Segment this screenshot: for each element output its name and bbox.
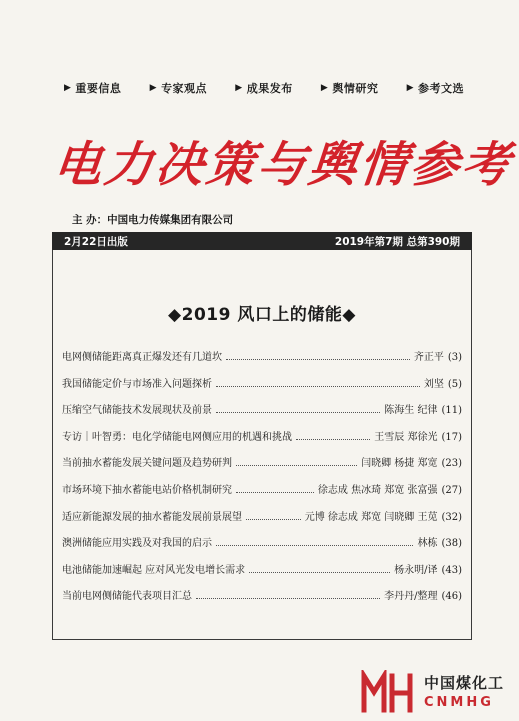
toc-page: (23) [441, 458, 462, 470]
toc-title: 市场环境下抽水蓄能电站价格机制研究 [62, 484, 232, 496]
toc-author: 元博 徐志成 郑宽 闫晓卿 王苋 [304, 511, 438, 523]
dot-leader [249, 564, 390, 573]
dot-leader [296, 431, 370, 440]
triangle-right-icon: ▶ [64, 83, 72, 93]
nav-item-important-info[interactable] [64, 80, 121, 96]
toc-entry[interactable] [62, 561, 462, 588]
issue-bar [52, 232, 472, 250]
toc-page: (5) [447, 378, 462, 390]
masthead-title: 电力决策与舆情参考 [50, 137, 516, 193]
nav-item-results[interactable] [235, 80, 292, 96]
dot-leader [216, 404, 380, 413]
triangle-right-icon: ▶ [149, 83, 158, 93]
issue-date: 2月22日出版 [64, 235, 128, 248]
nav-item-references[interactable] [407, 80, 464, 96]
nav-item-label: 成果发布 [246, 82, 293, 95]
toc-page: (17) [441, 431, 462, 443]
toc-author: 齐正平 [413, 352, 444, 363]
theme-heading: ◆2019 风口上的储能◆ [168, 305, 356, 325]
toc-title: 电网侧储能距离真正爆发还有几道坎 [62, 352, 222, 363]
toc-author: 刘坚 [423, 378, 444, 390]
dot-leader [216, 378, 420, 387]
toc-page: (3) [447, 352, 462, 363]
dot-leader [236, 457, 357, 466]
toc-entry[interactable] [62, 508, 462, 535]
toc-title: 当前抽水蓄能发展关键问题及趋势研判 [62, 458, 232, 470]
toc-page: (11) [441, 405, 462, 417]
top-nav [64, 80, 464, 96]
toc-entry[interactable] [62, 428, 462, 455]
table-of-contents [62, 348, 462, 614]
nav-item-opinion-research[interactable] [321, 80, 378, 96]
toc-title: 澳洲储能应用实践及对我国的启示 [62, 538, 212, 550]
toc-author: 陈海生 纪律 [384, 405, 438, 417]
toc-title: 压缩空气储能技术发展现状及前景 [62, 405, 212, 417]
toc-author: 徐志成 焦冰琦 郑宽 张富强 [317, 484, 438, 496]
toc-page: (43) [441, 564, 462, 576]
dot-leader [216, 537, 413, 546]
toc-page: (38) [441, 538, 462, 550]
watermark-en: CNMHG [424, 694, 494, 710]
watermark-logo [360, 670, 510, 714]
dot-leader [226, 351, 410, 360]
nav-item-label: 舆情研究 [332, 82, 379, 95]
triangle-right-icon: ▶ [320, 83, 329, 93]
toc-author: 王雪辰 郑徐光 [374, 431, 438, 443]
triangle-right-icon: ▶ [406, 83, 414, 93]
dot-leader [196, 590, 380, 599]
issue-number: 2019年第7期 总第390期 [334, 235, 460, 248]
toc-title: 电池储能加速崛起 应对风光发电增长需求 [62, 564, 246, 576]
dot-leader [246, 511, 301, 520]
toc-entry[interactable] [62, 375, 462, 402]
cnmhg-logo-icon [360, 670, 418, 714]
dot-leader [236, 484, 314, 493]
toc-author: 林栋 [417, 538, 438, 550]
nav-item-label: 参考文选 [417, 82, 464, 95]
nav-item-label: 专家观点 [161, 82, 208, 95]
nav-item-expert-views[interactable] [150, 80, 207, 96]
toc-title: 专访｜叶智勇：电化学储能电网侧应用的机遇和挑战 [62, 431, 292, 443]
toc-title: 我国储能定价与市场准入问题探析 [62, 378, 212, 390]
sponsor-line: 主 办：中国电力传媒集团有限公司 [72, 214, 234, 226]
toc-entry[interactable] [62, 534, 462, 561]
watermark-cn: 中国煤化工 [424, 673, 505, 692]
toc-entry[interactable] [62, 481, 462, 508]
toc-title: 适应新能源发展的抽水蓄能发展前景展望 [62, 511, 242, 523]
toc-entry[interactable] [62, 401, 462, 428]
toc-page: (27) [441, 484, 462, 496]
toc-entry[interactable] [62, 348, 462, 375]
triangle-right-icon: ▶ [235, 83, 243, 93]
toc-author: 闫晓卿 杨捷 郑宽 [361, 458, 438, 470]
nav-item-label: 重要信息 [75, 82, 122, 95]
toc-page: (32) [441, 511, 462, 523]
toc-page: (46) [441, 591, 462, 603]
toc-author: 杨永明/译 [394, 564, 438, 576]
toc-entry[interactable] [62, 454, 462, 481]
toc-entry[interactable] [62, 587, 462, 614]
toc-author: 李丹丹/整理 [384, 591, 438, 603]
toc-title: 当前电网侧储能代表项目汇总 [62, 591, 192, 603]
